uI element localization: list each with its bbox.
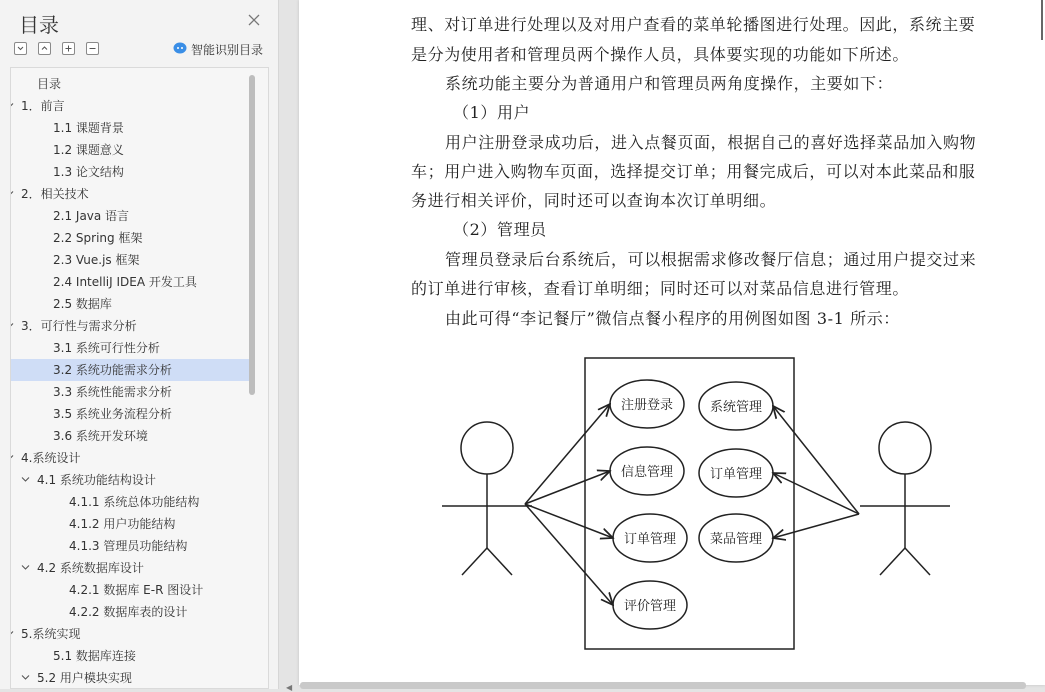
toc-item[interactable] xyxy=(11,249,249,271)
document-paragraph: （1）用户 xyxy=(453,103,531,122)
collapse-all-icon[interactable] xyxy=(14,42,27,55)
admin-usecase-1-label: 订单管理 xyxy=(709,467,763,482)
toc-item[interactable] xyxy=(11,645,249,667)
toc-item[interactable] xyxy=(11,205,249,227)
admin-actor-head xyxy=(879,422,931,474)
user-usecase-2-label: 订单管理 xyxy=(623,532,677,547)
toc-item[interactable] xyxy=(11,271,249,293)
user-actor-right-leg xyxy=(487,548,512,575)
admin-actor-left-leg xyxy=(880,548,905,575)
user-usecase-1-label: 信息管理 xyxy=(620,465,674,480)
toc-item-label: 4.2.2 数据库表的设计 xyxy=(69,605,188,619)
document-page xyxy=(299,0,1045,685)
ai-toc-button[interactable]: 智能识别目录 xyxy=(191,43,264,57)
toc-item-label: 3．可行性与需求分析 xyxy=(21,319,137,333)
remove-icon[interactable] xyxy=(86,42,99,55)
toc-item-label: 3.3 系统性能需求分析 xyxy=(53,385,172,399)
admin-association-2 xyxy=(773,514,859,538)
toc-item[interactable] xyxy=(11,491,249,513)
toc-item-label: 2．相关技术 xyxy=(21,187,89,201)
toc-item-label: 5.1 数据库连接 xyxy=(53,649,136,663)
scroll-left-icon[interactable]: ◀ xyxy=(286,683,293,692)
toc-item-label: 2.1 Java 语言 xyxy=(53,209,130,223)
toc-item-label: 3.2 系统功能需求分析 xyxy=(53,363,172,377)
toc-item[interactable] xyxy=(11,403,249,425)
toc-item[interactable] xyxy=(11,359,249,381)
user-usecase-3-label: 评价管理 xyxy=(623,599,677,614)
user-association-1 xyxy=(525,471,610,504)
toc-item-label: 2.2 Spring 框架 xyxy=(53,231,143,245)
admin-association-1 xyxy=(773,473,859,514)
admin-usecase-0-label: 系统管理 xyxy=(709,400,763,415)
toc-item[interactable] xyxy=(11,337,249,359)
toc-item-label: 2.5 数据库 xyxy=(53,297,112,311)
toc-item-label: 3.5 系统业务流程分析 xyxy=(53,407,172,421)
toc-item[interactable] xyxy=(11,227,249,249)
document-paragraph: 务进行相关评价，同时还可以查询本次订单明细。 xyxy=(411,191,777,210)
toc-item[interactable] xyxy=(11,469,249,491)
toc-item-label: 4.1.3 管理员功能结构 xyxy=(69,539,188,553)
toc-item[interactable] xyxy=(11,117,249,139)
toc-item[interactable] xyxy=(11,381,249,403)
vertical-scrollbar[interactable] xyxy=(1041,0,1043,40)
toc-item[interactable] xyxy=(11,293,249,315)
toc-item-label: 5.系统实现 xyxy=(21,627,81,641)
user-usecase-0-label: 注册登录 xyxy=(620,398,674,413)
user-actor-left-leg xyxy=(462,548,487,575)
toc-item[interactable] xyxy=(11,579,249,601)
user-association-2 xyxy=(525,504,613,538)
chevron-down-icon[interactable] xyxy=(10,322,14,329)
toc-item-label: 3.6 系统开发环境 xyxy=(53,429,148,443)
close-icon[interactable] xyxy=(247,13,261,27)
toc-item-label: 2.3 Vue.js 框架 xyxy=(53,253,140,267)
toc-item-label: 4.2.1 数据库 E-R 图设计 xyxy=(69,583,204,597)
use-case-diagram xyxy=(299,0,1045,685)
admin-actor-right-leg xyxy=(905,548,930,575)
toc-item[interactable] xyxy=(11,535,249,557)
document-paragraph: 系统功能主要分为普通用户和管理员两角度操作，主要如下： xyxy=(445,74,894,93)
toc-item-label: 1.3 论文结构 xyxy=(53,165,124,179)
toc-item-label: 目录 xyxy=(37,77,62,91)
toc-item[interactable] xyxy=(11,95,249,117)
admin-usecase-2-label: 菜品管理 xyxy=(709,532,763,547)
ai-toc-icon[interactable] xyxy=(173,42,187,54)
toc-item[interactable] xyxy=(11,447,249,469)
toc-item[interactable] xyxy=(11,161,249,183)
chevron-down-icon[interactable] xyxy=(10,454,14,461)
toc-item[interactable] xyxy=(11,425,249,447)
chevron-down-icon[interactable] xyxy=(10,102,14,109)
document-paragraph: 是分为使用者和管理员两个操作人员，具体要实现的功能如下所述。 xyxy=(411,45,910,64)
chevron-down-icon[interactable] xyxy=(21,564,30,571)
user-actor-head xyxy=(461,422,513,474)
toc-item-label: 3.1 系统可行性分析 xyxy=(53,341,160,355)
admin-association-0 xyxy=(773,406,859,514)
toc-tree xyxy=(10,67,269,689)
chevron-down-icon[interactable] xyxy=(10,630,14,637)
toc-item-label: 4.1.2 用户功能结构 xyxy=(69,517,176,531)
toc-item-label: 1.1 课题背景 xyxy=(53,121,124,135)
document-paragraph: 由此可得“李记餐厅”微信点餐小程序的用例图如图 3-1 所示： xyxy=(445,309,900,328)
document-paragraph: 车；用户进入购物车页面，选择提交订单；用餐完成后，可以对本此菜品和服 xyxy=(411,162,976,181)
horizontal-scrollbar[interactable] xyxy=(300,682,1026,689)
toc-item-label: 4.1 系统功能结构设计 xyxy=(37,473,156,487)
toc-item[interactable] xyxy=(11,667,249,689)
toc-item[interactable] xyxy=(11,315,249,337)
document-paragraph: 的订单进行审核，查看订单明细；同时还可以对菜品信息进行管理。 xyxy=(411,279,910,298)
document-paragraph: 理、对订单进行处理以及对用户查看的菜单轮播图进行处理。因此，系统主要 xyxy=(411,15,976,34)
user-association-3 xyxy=(525,504,613,605)
user-association-0 xyxy=(525,404,610,504)
toc-item[interactable] xyxy=(11,601,249,623)
toc-item[interactable] xyxy=(11,557,249,579)
toc-item-label: 2.4 IntelliJ IDEA 开发工具 xyxy=(53,275,197,289)
chevron-down-icon[interactable] xyxy=(21,674,30,681)
toc-item-label: 4.2 系统数据库设计 xyxy=(37,561,144,575)
toc-item-label: 1.2 课题意义 xyxy=(53,143,124,157)
document-paragraph: （2）管理员 xyxy=(453,220,547,239)
document-paragraph: 管理员登录后台系统后，可以根据需求修改餐厅信息；通过用户提交过来 xyxy=(445,250,977,269)
expand-all-icon[interactable] xyxy=(38,42,51,55)
chevron-down-icon[interactable] xyxy=(21,476,30,483)
toc-sidebar xyxy=(0,0,279,689)
document-paragraph: 用户注册登录成功后，进入点餐页面，根据自己的喜好选择菜品加入购物 xyxy=(445,133,977,152)
toc-item-label: 5.2 用户模块实现 xyxy=(37,671,132,685)
toc-item[interactable] xyxy=(11,183,249,205)
toc-item-label: 1．前言 xyxy=(21,99,65,113)
toc-item[interactable] xyxy=(11,139,249,161)
add-icon[interactable] xyxy=(62,42,75,55)
toc-title: 目录 xyxy=(19,13,59,37)
toc-item[interactable] xyxy=(11,513,249,535)
toc-scrollbar[interactable] xyxy=(249,75,255,395)
toc-item-label: 4.系统设计 xyxy=(21,451,81,465)
toc-item[interactable] xyxy=(11,73,249,95)
chevron-down-icon[interactable] xyxy=(10,190,14,197)
toc-item-label: 4.1.1 系统总体功能结构 xyxy=(69,495,200,509)
toc-item[interactable] xyxy=(11,623,249,645)
